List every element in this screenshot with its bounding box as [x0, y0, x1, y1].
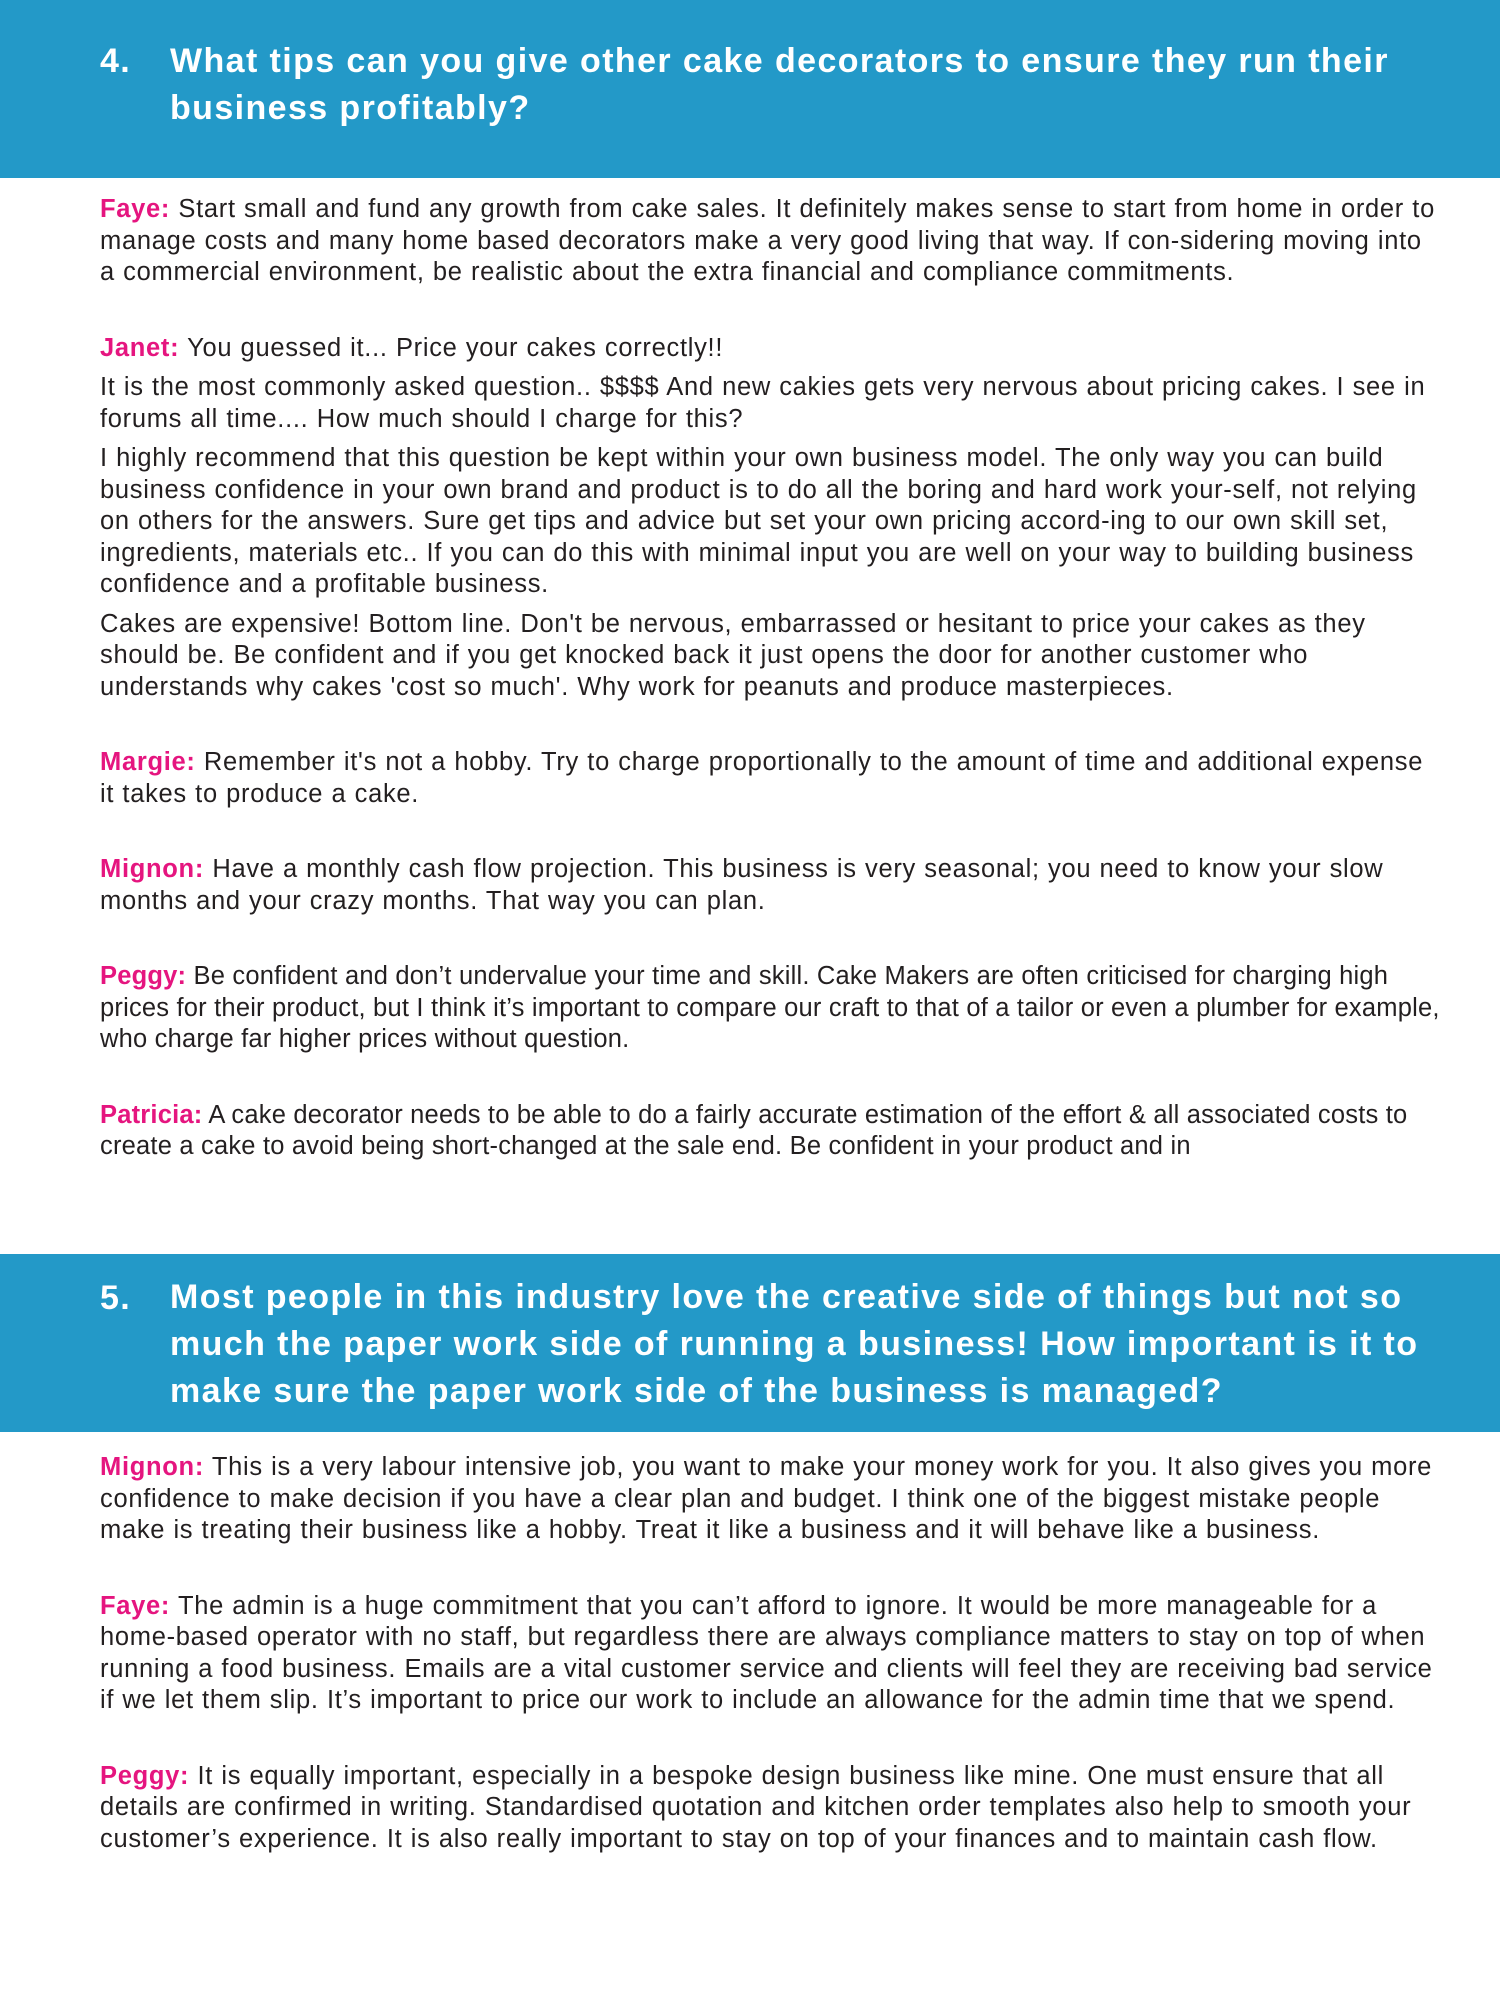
answer-patricia [100, 1100, 1440, 1163]
respondent-name: Peggy: [100, 1761, 190, 1790]
answer-text: Start small and fund any growth from cake sales. It definitely makes sense to start from home in order to manage costs and many home based decorators make a very good living that way. If con-sidering moving into a commercial environment, be realistic about the extra financial and compliance commitments. [100, 195, 1435, 286]
answer-mignon [100, 1452, 1440, 1547]
respondent-name: Janet: [100, 333, 180, 362]
respondent-name: Peggy: [100, 962, 187, 990]
answer-text: Cakes are expensive! Bottom line. Don't be nervous, embarrassed or hesitant to price your cakes as they should be. Be confident and if you get knocked back it just opens the door for another customer who understands why cakes 'cost so much'. Why work for peanuts and produce masterpieces. [100, 609, 1366, 701]
question-text: What tips can you give other cake decorators to ensure they run their business profitably? [170, 42, 1389, 127]
question-number: 4. [100, 42, 132, 80]
respondent-name: Faye: [100, 195, 171, 223]
answer-text: Have a monthly cash flow projection. This business is very seasonal; you need to know your slow months and your crazy months. That way you can plan. [100, 855, 1384, 915]
question-4-header [0, 0, 1500, 178]
respondent-name: Mignon: [100, 1453, 205, 1481]
respondent-name: Patricia: [100, 1100, 203, 1129]
answer-faye [100, 194, 1440, 289]
answer-text: It is the most commonly asked question.. $$$$ And new cakies gets very nervous about pricing cakes. I see in forums all time.... How much should I charge for this? [100, 373, 1426, 433]
respondent-name: Mignon: [100, 855, 205, 883]
question-4-answers [100, 194, 1440, 1207]
answer-text: It is equally important, especially in a bespoke design business like mine. One must ensure that all details are confirmed in writing. Standardised quotation and kitchen order templates also help to smooth your customer’s experience. It is also really important to stay on top of your finances and to maintain cash flow. [100, 1761, 1412, 1853]
question-text: Most people in this industry love the creative side of things but not so much the paper work side of running a business! How important is it to make sure the paper work side of the business is managed? [170, 1278, 1419, 1410]
answer-peggy [100, 1761, 1440, 1856]
answer-mignon [100, 854, 1440, 917]
answer-peggy [100, 961, 1440, 1056]
answer-janet [100, 333, 1440, 704]
respondent-name: Margie: [100, 748, 196, 776]
question-5-header [0, 1254, 1500, 1432]
question-5-answers [100, 1452, 1440, 1899]
answer-text: I highly recommend that this question be kept within your own business model. The only way you can build business confidence in your own brand and product is to do all the boring and hard work your-self, not relying on others for the answers. Sure get tips and advice but set your own pricing accord-ing to our own skill set, ingredients, materials etc.. If you can do this with minimal input you are well on your way to building business confidence and a profitable business. [100, 444, 1417, 598]
answer-faye [100, 1591, 1440, 1717]
answer-margie [100, 747, 1440, 810]
answer-text: You guessed it... Price your cakes correctly!! [187, 333, 724, 362]
answer-text: Be confident and don’t undervalue your time and skill. Cake Makers are often criticised for charging high prices for their product, but I think it’s important to compare our craft to that of a tailor or even a plumber for example, who charge far higher prices without question. [100, 962, 1440, 1053]
answer-text: The admin is a huge commitment that you can’t afford to ignore. It would be more manageable for a home-based operator with no staff, but regardless there are always compliance matters to stay on top of when running a food business. Emails are a vital customer service and clients will feel they are receiving bad service if we let them slip. It’s important to price our work to include an allowance for the admin time that we spend. [100, 1591, 1433, 1714]
answer-text: Remember it's not a hobby. Try to charge proportionally to the amount of time and additional expense it takes to produce a cake. [100, 748, 1424, 808]
answer-text: This is a very labour intensive job, you want to make your money work for you. It also gives you more confidence to make decision if you have a clear plan and budget. I think one of the biggest mistake people make is treating their business like a hobby. Treat it like a business and it will behave like a business. [100, 1453, 1433, 1544]
question-number: 5. [100, 1279, 132, 1317]
answer-text: A cake decorator needs to be able to do a fairly accurate estimation of the effort & all associated costs to create a cake to avoid being short-changed at the sale end. Be confident in your product and in [100, 1100, 1408, 1160]
respondent-name: Faye: [100, 1591, 171, 1620]
